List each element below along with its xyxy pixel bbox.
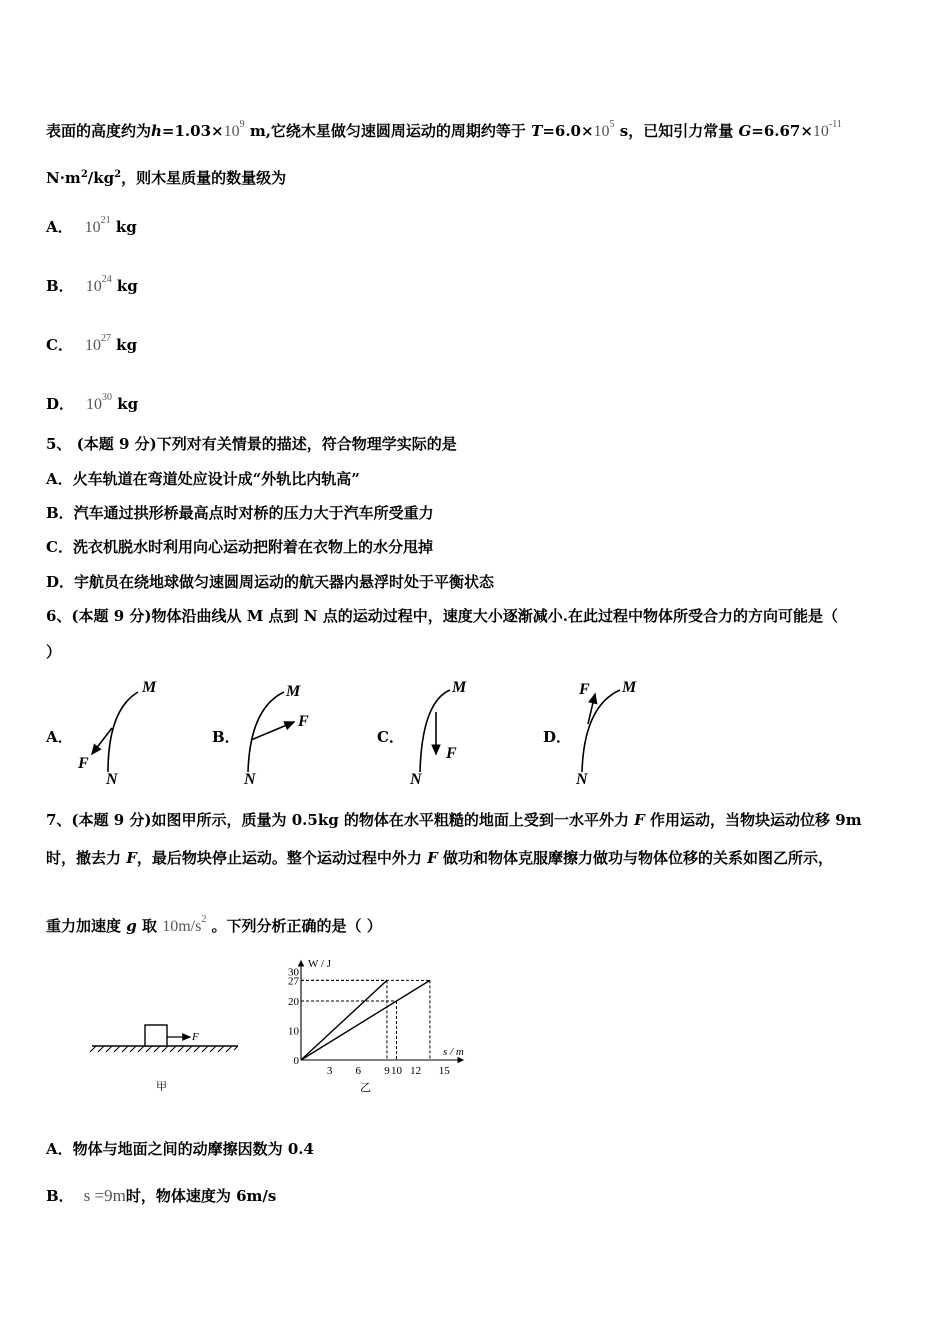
q7-chart-yi (278, 955, 478, 1097)
q6-option-b-label: B． (212, 728, 240, 746)
q6-figure-b (236, 672, 346, 790)
q5-option-b: B．汽车通过拱形桥最高点时对桥的压力大于汽车所受重力 (46, 504, 434, 522)
exp-1: 10 (223, 123, 240, 140)
ground-hatch (90, 1046, 238, 1052)
y-tick-30: 30 (288, 966, 299, 979)
label-f: F (579, 681, 590, 698)
label-f: F (298, 713, 309, 730)
force-label: F (192, 1031, 199, 1043)
q6-figure-c (402, 672, 512, 790)
caption-yi: 乙 (360, 1082, 371, 1094)
x-tick-12: 12 (410, 1065, 422, 1077)
gravity-value: 10m/s (162, 918, 202, 935)
label-n: N (244, 771, 256, 788)
q5-stem: 5、 (本题 9 分)下列对有关情景的描述，符合物理学实际的是 (46, 435, 457, 453)
x-axis-label: s / m (443, 1046, 464, 1058)
x-tick-10: 10 (391, 1065, 402, 1077)
label-f: F (446, 745, 457, 762)
series-line-1 (301, 980, 387, 1060)
label-m: M (622, 679, 637, 696)
label-m: M (286, 683, 301, 700)
q7-line1: 7、(本题 9 分)如图甲所示，质量为 0.5kg 的物体在水平粗糙的地面上受到一水平外力 F 作用运动，当物块运动位移 9m (46, 811, 862, 829)
q7-option-a: A．物体与地面之间的动摩擦因数为 0.4 (46, 1140, 314, 1158)
q3-option-b: B． $10^{24}$ kg (46, 274, 138, 295)
label-n: N (576, 771, 588, 788)
y-tick-0: 0 (293, 1055, 299, 1067)
q3-option-c: C． $10^{27}$ kg (46, 333, 138, 354)
trajectory-curve (108, 692, 138, 772)
q3-option-a: A． $10^{21}$ kg (46, 215, 137, 236)
q6-figure-a (70, 672, 180, 790)
x-tick-3: 3 (326, 1065, 333, 1077)
label-f: F (78, 755, 89, 772)
x-tick-9: 9 (384, 1065, 390, 1077)
trajectory-curve (582, 690, 620, 772)
q6-stem-end: ） (46, 643, 62, 661)
q7-line2: 时，撤去力 F，最后物块停止运动。整个运动过程中外力 F 做功和物体克服摩擦力做功与物体位移的关系如图乙所示， (46, 849, 834, 867)
q6-option-d-label: D． (543, 728, 572, 746)
q6-option-a-label: A． (46, 728, 73, 746)
q3-option-d: D． $10^{30}$ kg (46, 392, 139, 413)
q7-option-b: B． s =9m时，物体速度为 6m/s (46, 1186, 277, 1205)
label-n: N (410, 771, 422, 788)
q3-line2: $N\cdot m^2/kg^2$，则木星质量的数量级为 (46, 169, 287, 187)
series-line-2 (301, 980, 430, 1060)
math-s: s =9m (83, 1186, 126, 1205)
y-tick-20: 20 (288, 996, 299, 1008)
trajectory-curve (248, 692, 284, 772)
force-arrow (251, 722, 294, 740)
q7-line3: 重力加速度 g 取 $10m/s^2$ 。下列分析正确的是（ ） (46, 914, 382, 935)
label-n: N (106, 771, 118, 788)
q5-option-a: A．火车轨道在弯道处应设计成“外轨比内轨高” (46, 470, 360, 488)
y-axis-label: W / J (308, 958, 332, 970)
q6-option-c-label: C． (377, 728, 404, 746)
label-m: M (142, 679, 157, 696)
q5-option-c: C．洗衣机脱水时利用向心运动把附着在衣物上的水分甩掉 (46, 538, 433, 556)
q7-figure-jia (88, 1018, 248, 1098)
y-tick-27: 27 (288, 975, 299, 988)
q3-line1: 表面的高度约为$h=1.03\times 10^9$ m,它绕木星做匀速圆周运动的周期约等于 $T=6.0\times 10^5$ s，已知引力常量 $G=6.67\times 10^{-11}$ (46, 119, 842, 140)
block (145, 1025, 167, 1046)
caption-jia: 甲 (156, 1081, 167, 1093)
q6-stem: 6、(本题 9 分)物体沿曲线从 M 点到 N 点的运动过程中，速度大小逐渐减小.在此过程中物体所受合力的方向可能是（ (46, 607, 838, 625)
label-m: M (452, 679, 467, 696)
q5-option-d: D．宇航员在绕地球做匀速圆周运动的航天器内悬浮时处于平衡状态 (46, 573, 495, 591)
x-tick-15: 15 (438, 1065, 450, 1077)
y-tick-10: 10 (288, 1025, 299, 1038)
q6-figure-d (568, 672, 678, 790)
x-tick-6: 6 (355, 1065, 362, 1077)
